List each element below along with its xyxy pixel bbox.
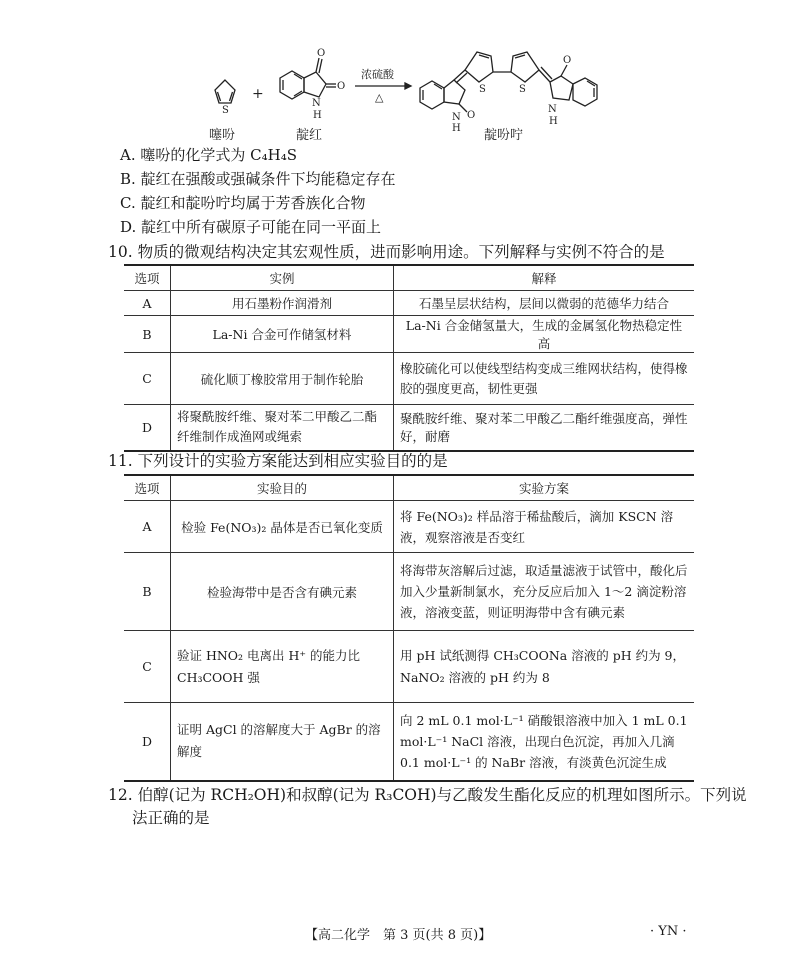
- svg-text:H: H: [549, 116, 558, 127]
- q11-row-c-plan: 用 pH 试纸测得 CH₃COONa 溶液的 pH 约为 9，NaNO₂ 溶液的 pH 约为 8: [394, 631, 695, 703]
- svg-text:S: S: [222, 105, 229, 116]
- q10-row-b-option: B: [124, 316, 171, 353]
- q11-row-d-purpose: 证明 AgCl 的溶解度大于 AgBr 的溶解度: [171, 703, 394, 781]
- reaction-arrow: [355, 67, 411, 104]
- q11-header-purpose: 实验目的: [171, 475, 394, 501]
- table-row: [124, 316, 694, 353]
- svg-text:N: N: [548, 104, 557, 115]
- q10-row-d-example: 将聚酰胺纤维、聚对苯二甲酸乙二酯纤维制作成渔网或绳索: [171, 405, 394, 451]
- footer-code: · YN ·: [650, 924, 687, 939]
- svg-text:O: O: [563, 55, 572, 66]
- q10-row-d-explain: 聚酰胺纤维、聚对苯二甲酸乙二酯纤维强度高，弹性好，耐磨: [394, 405, 695, 451]
- q10-row-a-example: 用石墨粉作润滑剂: [171, 291, 394, 316]
- q10-table: [124, 264, 694, 452]
- q9-option-d: D. 靛红中所有碳原子可能在同一平面上: [120, 218, 382, 236]
- q11-row-d-option: D: [124, 703, 171, 781]
- plus-sign: +: [252, 86, 264, 102]
- q10-row-b-explain: La-Ni 合金储氢量大，生成的金属氢化物热稳定性高: [394, 316, 695, 353]
- svg-text:S: S: [479, 84, 486, 95]
- page-footer: 【高二化学 第 3 页(共 8 页)】: [305, 928, 492, 943]
- q11-row-a-option: A: [124, 501, 171, 553]
- q11-row-c-purpose: 验证 HNO₂ 电离出 H⁺ 的能力比 CH₃COOH 强: [171, 631, 394, 703]
- q10-row-d-option: D: [124, 405, 171, 451]
- product-structure: [420, 52, 597, 134]
- q9-option-b: B. 靛红在强酸或强碱条件下均能稳定存在: [120, 170, 396, 188]
- q11-header-option: 选项: [124, 475, 171, 501]
- q9-option-a: A. 噻吩的化学式为 C₄H₄S: [120, 146, 297, 164]
- q10-row-c-example: 硫化顺丁橡胶常用于制作轮胎: [171, 353, 394, 405]
- q11-header-plan: 实验方案: [394, 475, 695, 501]
- q10-row-a-option: A: [124, 291, 171, 316]
- q11-row-a-purpose: 检验 Fe(NO₃)₂ 晶体是否已氧化变质: [171, 501, 394, 553]
- svg-text:O: O: [317, 48, 326, 59]
- isatin-structure: [280, 48, 345, 121]
- table-row: [124, 501, 694, 553]
- q12-stem-line1: 12. 伯醇(记为 RCH₂OH)和叔醇(记为 R₃COH)与乙酸发生酯化反应的机理如图所示。下列说: [108, 786, 747, 804]
- q12-stem-line2: 法正确的是: [132, 809, 210, 827]
- q10-header-example: 实例: [171, 265, 394, 291]
- thiophene-label: 噻吩: [209, 128, 236, 143]
- thiophene-structure: [215, 80, 235, 116]
- table-row: [124, 291, 694, 316]
- table-row: [124, 703, 694, 781]
- reaction-scheme: [195, 40, 735, 140]
- isatin-label: 靛红: [296, 128, 323, 143]
- q11-row-d-plan: 向 2 mL 0.1 mol·L⁻¹ 硝酸银溶液中加入 1 mL 0.1 mol·L⁻¹ NaCl 溶液，出现白色沉淀，再加入几滴 0.1 mol·L⁻¹ 的 NaBr 溶液，有淡黄色沉淀生成: [394, 703, 695, 781]
- table-row: [124, 405, 694, 451]
- svg-text:O: O: [467, 110, 476, 121]
- table-row: [124, 353, 694, 405]
- q10-header-explain: 解释: [394, 265, 695, 291]
- svg-text:N: N: [452, 112, 461, 123]
- table-row: [124, 631, 694, 703]
- svg-text:H: H: [452, 123, 461, 134]
- table-row: [124, 553, 694, 631]
- q10-stem: 10. 物质的微观结构决定其宏观性质，进而影响用途。下列解释与实例不符合的是: [108, 243, 665, 261]
- q10-row-c-explain: 橡胶硫化可以使线型结构变成三维网状结构，使得橡胶的强度更高，韧性更强: [394, 353, 695, 405]
- q11-row-b-plan: 将海带灰溶解后过滤，取适量滤液于试管中，酸化后加入少量新制氯水，充分反应后加入 1～2 滴淀粉溶液，溶液变蓝，则证明海带中含有碘元素: [394, 553, 695, 631]
- q9-option-c: C. 靛红和靛吩咛均属于芳香族化合物: [120, 194, 366, 212]
- svg-text:H: H: [313, 110, 322, 121]
- svg-text:N: N: [312, 98, 321, 109]
- svg-text:S: S: [519, 84, 526, 95]
- q11-row-a-plan: 将 Fe(NO₃)₂ 样品溶于稀盐酸后，滴加 KSCN 溶液，观察溶液是否变红: [394, 501, 695, 553]
- svg-text:△: △: [375, 91, 384, 104]
- q10-header-option: 选项: [124, 265, 171, 291]
- svg-text:浓硫酸: 浓硫酸: [361, 68, 394, 81]
- q10-row-b-example: La-Ni 合金可作储氢材料: [171, 316, 394, 353]
- q11-stem: 11. 下列设计的实验方案能达到相应实验目的的是: [108, 452, 448, 470]
- product-label: 靛吩咛: [484, 128, 524, 143]
- svg-text:O: O: [337, 81, 346, 92]
- q11-row-b-option: B: [124, 553, 171, 631]
- q10-row-a-explain: 石墨呈层状结构，层间以微弱的范德华力结合: [394, 291, 695, 316]
- q10-row-c-option: C: [124, 353, 171, 405]
- q11-row-b-purpose: 检验海带中是否含有碘元素: [171, 553, 394, 631]
- q11-row-c-option: C: [124, 631, 171, 703]
- q11-table: [124, 474, 694, 782]
